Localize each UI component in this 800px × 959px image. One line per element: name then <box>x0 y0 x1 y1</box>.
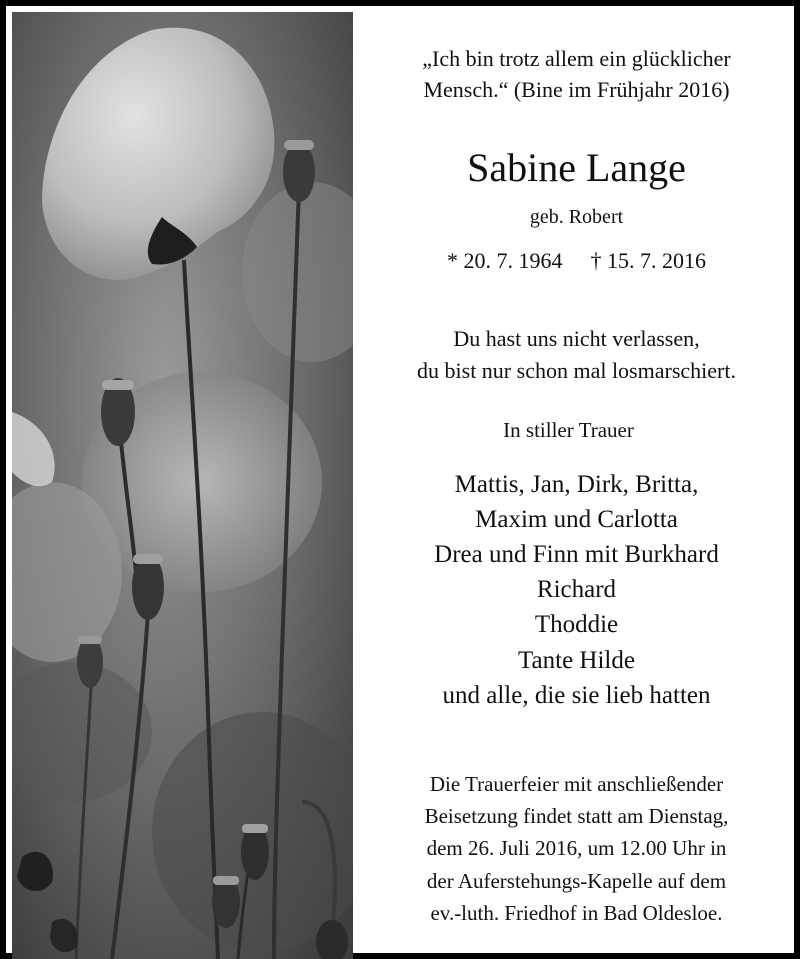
family-line-1: Mattis, Jan, Dirk, Britta, <box>454 471 699 498</box>
verse-line-1: Du hast uns nicht verlassen, <box>453 326 700 351</box>
birth-date: * 20. 7. 1964 <box>447 248 563 273</box>
verse-line-2: du bist nur schon mal losmarschiert. <box>417 358 736 383</box>
funeral-line-4: der Auferstehungs-Kapelle auf dem <box>426 869 727 893</box>
quote-line-1: „Ich bin trotz allem ein glücklicher <box>422 46 731 71</box>
funeral-line-2: Beisetzung findet statt am Dienstag, <box>424 804 729 828</box>
deceased-name: Sabine Lange <box>467 145 686 190</box>
death-date: † 15. 7. 2016 <box>590 248 706 273</box>
funeral-line-5: ev.-luth. Friedhof in Bad Oldesloe. <box>430 901 723 925</box>
family-line-2: Maxim und Carlotta <box>475 506 678 533</box>
family-line-3: Drea und Finn mit Burkhard <box>434 541 719 568</box>
poppy-photo <box>12 12 353 959</box>
maiden-name: geb. Robert <box>529 206 624 228</box>
funeral-line-3: dem 26. Juli 2016, um 12.00 Uhr in <box>426 836 727 860</box>
life-dates <box>353 247 800 275</box>
quote-line-2: Mensch.“ (Bine im Frühjahr 2016) <box>423 77 730 102</box>
family-line-6: Tante Hilde <box>518 647 635 674</box>
family-line-5: Thoddie <box>534 611 619 638</box>
family-line-7: und alle, die sie lieb hatten <box>442 682 711 709</box>
family-line-4: Richard <box>536 576 617 603</box>
funeral-line-1: Die Trauerfeier mit anschließender <box>429 772 724 796</box>
mourning-intro: In stiller Trauer <box>503 418 634 442</box>
obituary-text <box>353 12 800 959</box>
poppy-image <box>12 12 353 959</box>
